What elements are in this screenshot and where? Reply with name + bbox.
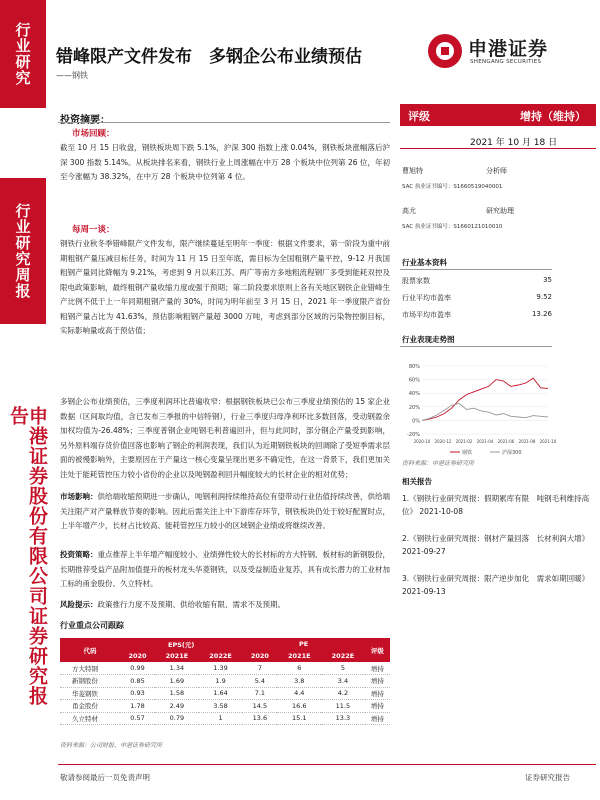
related-report-item[interactable]: 3.《钢铁行业研究周报：限产逆步加化 需求如期回暖》 2021-09-13 xyxy=(402,574,590,596)
table-cell: 1.78 xyxy=(120,700,155,713)
table-cell: 7.1 xyxy=(242,687,277,700)
table-cell: 0.93 xyxy=(120,687,155,700)
y-tick-label: 80% xyxy=(408,364,420,370)
investment-strategy: 投资策略：重点推荐上半年增产幅度较小、业绩弹性较大的长材标的方大特钢、板材标的新钢股份，长期推荐受益产品附加值提升的板材龙头华菱钢铁，以及受益制造业复苏，具有成长潜力的工业材加工标的甬金股份、久立特材。 xyxy=(60,550,390,588)
x-tick-label: 2021-04 xyxy=(476,439,494,444)
chart-title: 行业表现走势图 xyxy=(402,335,455,344)
company-name-cell: 甬金股份 xyxy=(60,700,120,713)
basic-info-row: 市场平均市盈率 13.26 xyxy=(402,310,552,319)
market-review-label: 市场回顾： xyxy=(72,129,115,139)
sidebar-block-weekly: 行业研究周报 xyxy=(0,178,46,324)
company-name-cell: 华菱钢铁 xyxy=(60,687,120,700)
basic-info-row: 行业平均市盈率 9.52 xyxy=(402,293,552,302)
table-title: 行业重点公司跟踪 xyxy=(60,621,124,630)
rating-label: 评级 xyxy=(408,110,430,123)
table-cell: 0.79 xyxy=(155,712,199,725)
company-logo xyxy=(428,34,596,70)
table-cell: 0.85 xyxy=(120,675,155,688)
col-header: 评级 xyxy=(365,638,390,662)
table-cell: 0.99 xyxy=(120,662,155,675)
col-group-pe: PE xyxy=(242,638,364,650)
report-date: 2021 年 10 月 18 日 xyxy=(470,138,558,148)
x-tick-label: 2021-08 xyxy=(518,439,536,444)
key-company-table xyxy=(60,638,390,725)
col-header: 代码 xyxy=(60,638,120,662)
table-cell: 增持 xyxy=(365,675,390,688)
rating-bar xyxy=(400,104,596,126)
analyst-cert: SAC 执业证书编号：S1660519040001 xyxy=(402,184,503,190)
market-review-text: 截至 10 月 15 日收盘，钢铁板块周下跌 5.1%，沪深 300 指数上涨 0.04%，钢铁板块涨幅落后沪深 300 指数 5.14%。从板块排名来看，钢铁行业上周涨幅在中万 28 个板块中位列第 26 位，年初至今涨幅为 38.32%，在中万 28 个板块中位列第 4 位。 xyxy=(60,143,390,181)
table-cell: 1.9 xyxy=(199,675,243,688)
rating-value: 增持（维持） xyxy=(520,110,586,123)
table-cell: 16.6 xyxy=(277,700,321,713)
col-group-eps: EPS(元) xyxy=(120,638,242,650)
y-tick-label: 60% xyxy=(408,377,420,384)
footer-divider xyxy=(58,764,596,765)
table-cell: 4.4 xyxy=(277,687,321,700)
table-source: 资料来源：公司财报、申港证券研究所 xyxy=(60,742,163,749)
basic-info-title: 行业基本资料 xyxy=(402,258,447,267)
table-cell: 1.64 xyxy=(199,687,243,700)
table-cell: 4.2 xyxy=(321,687,365,700)
col-header: 2020 xyxy=(242,650,277,662)
weekly-talk-para2: 多钢企公布业绩预估，三季度利润环比普遍收窄：根据钢铁板块已公布三季度业绩预估的 15 家企业数据（区间取均值，含已发布三季报的中信特钢），行业三季度归母净利环比多数回落，受动钢盈余加权均值为-26.48%；三季度普钢企业吨钢毛利普遍回升，但与此同时，部分钢企产量受到影响，另外原料端存货价值回落也影响了钢企的利润表现，我们认为近期钢铁板块的回调除了受短季需求层面的被慢影响外，主要原因在于产量这一核心变量呈现出更多不确定性，在这一背景下，我们更加关注处于能耗管控压力较小省份的企业以及吨钢盈利回升幅度较大的长材企业的相对优势； xyxy=(60,397,390,479)
y-tick-label: -20% xyxy=(407,432,420,438)
table-cell: 1 xyxy=(199,712,243,725)
divider xyxy=(400,148,596,149)
analyst-role: 分析师 xyxy=(486,167,507,175)
footer-disclaimer[interactable]: 敬请参阅最后一页免责声明 xyxy=(60,773,150,782)
table-cell: 1.39 xyxy=(199,662,243,675)
table-cell: 3.8 xyxy=(277,675,321,688)
x-tick-label: 2021-10 xyxy=(539,439,557,444)
table-cell: 15.1 xyxy=(277,712,321,725)
footer-label: 证券研究报告 xyxy=(525,773,570,782)
sidebar-block-industry-research: 行业研究 xyxy=(0,0,46,108)
x-tick-label: 2021-02 xyxy=(455,439,473,444)
table-cell: 2.49 xyxy=(155,700,199,713)
report-subtitle: ——钢铁 xyxy=(56,71,88,80)
table-cell: 14.5 xyxy=(242,700,277,713)
y-tick-label: 40% xyxy=(408,391,420,398)
logo-cn-text: 申港证券 xyxy=(468,38,549,60)
table-cell: 增持 xyxy=(365,712,390,725)
y-tick-label: 0% xyxy=(412,418,420,425)
x-tick-label: 2021-06 xyxy=(497,439,515,444)
legend-label: 沪深300 xyxy=(502,450,522,456)
assistant-name: 高尤 xyxy=(402,207,416,215)
company-name-cell: 方大特钢 xyxy=(60,662,120,675)
y-tick-label: 20% xyxy=(408,404,420,411)
table-cell: 6 xyxy=(277,662,321,675)
table-cell: 3.4 xyxy=(321,675,365,688)
table-cell: 增持 xyxy=(365,687,390,700)
table-cell: 3.58 xyxy=(199,700,243,713)
series-line xyxy=(422,403,548,420)
related-reports-title: 相关报告 xyxy=(402,477,432,486)
basic-info-row: 股票家数 35 xyxy=(402,276,552,285)
table-row xyxy=(60,700,390,713)
assistant-cert: SAC 执业证书编号：S1660121010010 xyxy=(402,224,503,230)
table-row xyxy=(60,662,390,675)
col-header: 2022E xyxy=(321,650,365,662)
table-cell: 1.58 xyxy=(155,687,199,700)
market-impact: 市场影响：供给端收缩预期进一步确认，吨钢利润持续维持高位有望带动行业估值持续改善，供给端关注限产对产量释放节奏的影响。因此后需关注上中下游库存环节，钢铁板块仍处于较好配置时点，上半年增产少，长材占比较高、能耗管控压力较小的区域钢企业绩或将继续改善。 xyxy=(60,492,390,530)
report-title: 错峰限产文件发布 多钢企公布业绩预估 xyxy=(56,47,362,67)
risk-warning: 风险提示：政策推行力度不及预期、供给收缩有限、需求不及预期。 xyxy=(60,600,285,609)
table-row xyxy=(60,687,390,700)
divider xyxy=(400,346,552,347)
legend-label: 钢铁 xyxy=(462,450,473,456)
table-cell: 1.69 xyxy=(155,675,199,688)
col-header: 2022E xyxy=(199,650,243,662)
analyst-name: 曹旭特 xyxy=(402,167,423,175)
table-cell: 11.5 xyxy=(321,700,365,713)
summary-heading: 投资摘要： xyxy=(60,115,110,126)
table-cell: 7 xyxy=(242,662,277,675)
sidebar-company-name: 申港证券股份有限公司证券研究报告 xyxy=(7,406,48,706)
weekly-talk-para1: 钢铁行业秋冬季错峰限产文件发布，限产继续蔓延至明年一季度：根据文件要求，第一阶段为重中前期粗钢产量压减目标任务，时间为 11 月 15 日至年底，需目标为全国粗钢产量平控，9-12 月我国粗钢产量同比降幅为 9.21%，考虑到 9 月以来江苏、两广等南方多地粗流程钢厂多受到能耗双控及限电政策影响，最终粗钢产量收缩力度或强于预期；第二阶段要求原则上各有关地区钢铁企业错峰生产比例不低于上一年同期粗钢产量的 30%，时间为明年前至 3 月 15 日，2021 年一季度限产省份粗钢产量占比为 41.63%，预估影响粗钢产量超 3000 万吨，考虑到部分区域的污染物控制目标，实际影响量或高于预估值； xyxy=(60,239,390,335)
chart-source: 资料来源：申港证券研究所 xyxy=(402,460,475,467)
company-name-cell: 新钢股份 xyxy=(60,675,120,688)
divider xyxy=(58,122,390,123)
logo-en-text: SHENGANG SECURITIES xyxy=(470,59,542,65)
logo-mark-icon xyxy=(428,34,462,68)
x-tick-label: 2020-10 xyxy=(413,439,431,444)
weekly-talk-label: 每周一谈： xyxy=(72,225,115,235)
industry-performance-chart xyxy=(400,360,557,470)
assistant-role: 研究助理 xyxy=(486,207,514,215)
related-report-item[interactable]: 2.《钢铁行业研究周报：钢材产量回落 长材利润大增》 2021-09-27 xyxy=(402,534,590,556)
table-cell: 1.34 xyxy=(155,662,199,675)
table-row xyxy=(60,712,390,725)
table-cell: 13.3 xyxy=(321,712,365,725)
col-header: 2021E xyxy=(155,650,199,662)
table-cell: 5.4 xyxy=(242,675,277,688)
company-name-cell: 久立特材 xyxy=(60,712,120,725)
series-line xyxy=(422,378,548,420)
divider xyxy=(400,269,552,270)
col-header: 2020 xyxy=(120,650,155,662)
table-cell: 增持 xyxy=(365,662,390,675)
table-cell: 5 xyxy=(321,662,365,675)
table-cell: 13.6 xyxy=(242,712,277,725)
table-row xyxy=(60,675,390,688)
table-cell: 增持 xyxy=(365,700,390,713)
related-report-item[interactable]: 1.《钢铁行业研究周报：假期累库有限 吨钢毛利维持高位》 2021-10-08 xyxy=(402,494,590,516)
col-header: 2021E xyxy=(277,650,321,662)
x-tick-label: 2020-12 xyxy=(434,439,452,444)
table-cell: 0.57 xyxy=(120,712,155,725)
